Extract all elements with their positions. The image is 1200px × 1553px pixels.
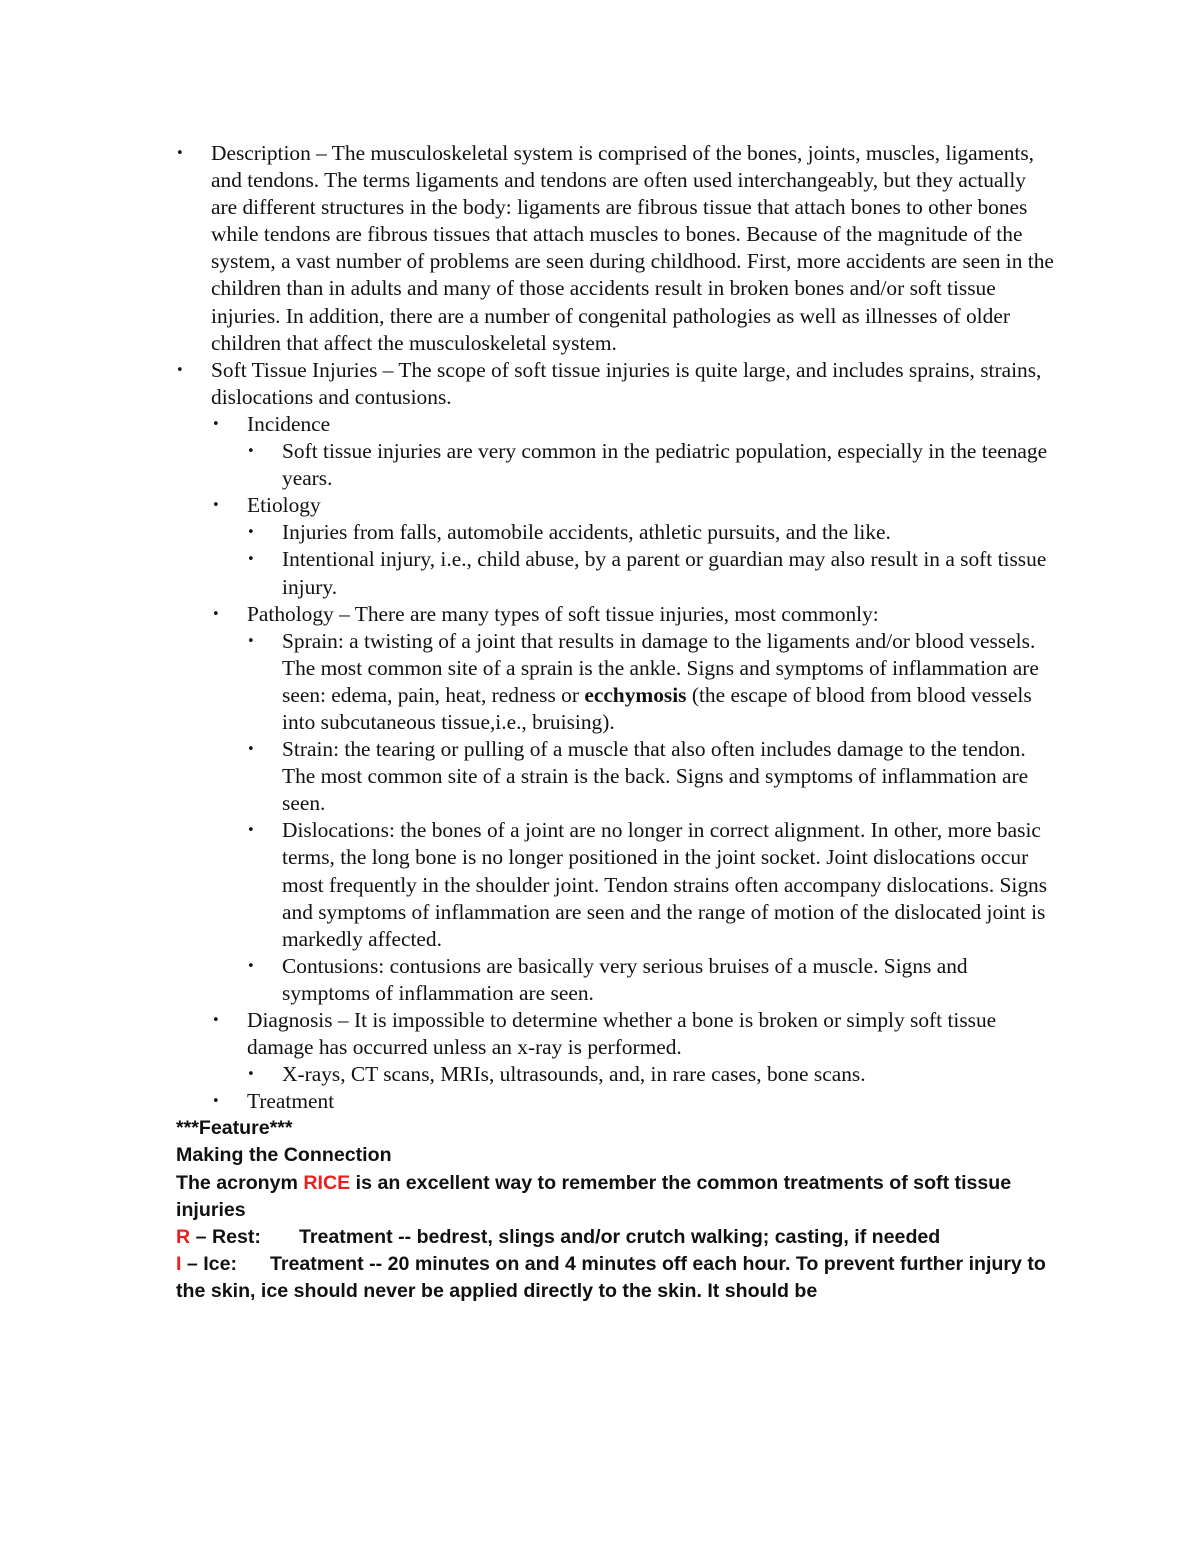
rice-intro-text-cont: is an excellent way to remember the common treatments of soft tissue injuries xyxy=(176,1171,1012,1221)
treatment-heading xyxy=(176,1088,1056,1115)
rest-letter: R xyxy=(176,1225,191,1248)
treatment-label: Treatment xyxy=(247,1089,335,1114)
bullet-icon: • xyxy=(212,498,220,514)
bullet-icon: • xyxy=(212,1094,220,1110)
diagnosis-heading xyxy=(176,1007,1056,1061)
contusions-text: Contusions: contusions are basically very serious bruises of a muscle. Signs and symptoms of inflammation are seen. xyxy=(282,953,968,1005)
rest-term xyxy=(176,1224,299,1251)
bullet-icon: • xyxy=(247,525,255,541)
ecchymosis-term: ecchymosis xyxy=(584,682,687,707)
contusions-item xyxy=(176,953,1056,1007)
ice-letter: I xyxy=(176,1252,182,1275)
document-page xyxy=(176,140,1056,1305)
ice-row xyxy=(176,1251,1056,1305)
strain-item xyxy=(176,736,1056,817)
bullet-icon: • xyxy=(247,552,255,568)
dislocations-item xyxy=(176,817,1056,952)
etiology-heading xyxy=(176,492,1056,519)
feature-box xyxy=(176,1115,1056,1305)
sprain-text-cont: (the escape of blood from blood vessels into subcutaneous tissue,i.e., bruising). xyxy=(282,682,1032,734)
diagnosis-item xyxy=(176,1061,1056,1088)
incidence-item xyxy=(176,438,1056,492)
rice-acronym: RICE xyxy=(303,1171,351,1194)
soft-tissue-intro: Soft Tissue Injuries – The scope of soft tissue injuries is quite large, and includes sprains, strains, dislocations and contusions. xyxy=(211,357,1042,409)
pathology-label: Pathology – There are many types of soft tissue injuries, most commonly: xyxy=(247,601,879,626)
bullet-icon: • xyxy=(176,146,184,161)
incidence-label: Incidence xyxy=(247,411,331,436)
etiology-item xyxy=(176,519,1056,546)
bullet-icon: • xyxy=(212,1013,220,1028)
bullet-icon: • xyxy=(212,416,220,432)
incidence-heading xyxy=(176,411,1056,438)
diagnosis-text: X-rays, CT scans, MRIs, ultrasounds, and, in rare cases, bone scans. xyxy=(282,1062,866,1087)
etiology-label: Etiology xyxy=(247,493,321,518)
bullet-icon: • xyxy=(247,444,255,460)
ice-text: Treatment -- 20 minutes on and 4 minutes off each hour. To prevent further injury to the skin, ice should never be applied directly to the skin. It should be xyxy=(176,1252,1046,1302)
diagnosis-label: Diagnosis – It is impossible to determine whether a bone is broken or simply soft tissue damage has occurred unless an x-ray is performed. xyxy=(247,1008,997,1060)
description-item xyxy=(176,140,1056,357)
bullet-icon: • xyxy=(247,633,255,649)
rest-row xyxy=(176,1224,1056,1251)
ice-term xyxy=(176,1251,270,1278)
bullet-icon: • xyxy=(247,1067,255,1083)
etiology-text: Injuries from falls, automobile accidents, athletic pursuits, and the like. xyxy=(282,520,891,545)
feature-marker: ***Feature*** xyxy=(176,1117,293,1140)
bullet-icon: • xyxy=(212,606,220,622)
rice-intro xyxy=(176,1170,1056,1224)
rest-text: Treatment -- bedrest, slings and/or crutch walking; casting, if needed xyxy=(299,1225,941,1248)
bullet-icon: • xyxy=(176,362,184,378)
sprain-item xyxy=(176,628,1056,736)
rice-intro-text: The acronym xyxy=(176,1171,304,1194)
sprain-text: Sprain: a twisting of a joint that results in damage to the ligaments and/or blood vessels. The most common site of a sprain is the ankle. Signs and symptoms of inflammation are seen: edema, pain, heat, redness or xyxy=(282,628,1039,707)
rest-label: – Rest: xyxy=(190,1225,261,1248)
strain-text: Strain: the tearing or pulling of a muscle that also often includes damage to the tendon. The most common site of a strain is the back. Signs and symptoms of inflammation are seen. xyxy=(282,737,1029,816)
pathology-heading xyxy=(176,601,1056,628)
dislocations-text: Dislocations: the bones of a joint are no longer in correct alignment. In other, more basic terms, the long bone is no longer positioned in the joint socket. Joint dislocations occur most frequently in the shoulder joint. Tendon strains often accompany dislocations. Signs and symptoms of inflammation are seen and the range of motion of the dislocated joint is markedly affected. xyxy=(282,818,1048,951)
feature-heading: Making the Connection xyxy=(176,1144,392,1167)
bullet-icon: • xyxy=(247,742,255,758)
incidence-text: Soft tissue injuries are very common in the pediatric population, especially in the teenage years. xyxy=(282,439,1048,491)
soft-tissue-item xyxy=(176,357,1056,411)
etiology-text: Intentional injury, i.e., child abuse, by a parent or guardian may also result in a soft tissue injury. xyxy=(282,547,1047,599)
etiology-item xyxy=(176,546,1056,600)
description-text: Description – The musculoskeletal system is comprised of the bones, joints, muscles, ligaments, and tendons. The terms ligaments and tendons are often used interchangeably, but they actually are different structures in the body: ligaments are fibrous tissue that attach bones to other bones while tendons are fibrous tissues that attach muscles to bones. Because of the magnitude of the system, a vast number of problems are seen during childhood. First, more accidents are seen in the children than in adults and many of those accidents result in broken bones and/or soft tissue injuries. In addition, there are a number of congenital pathologies as well as illnesses of older children that affect the musculoskeletal system. xyxy=(211,141,1054,355)
bullet-icon: • xyxy=(247,823,255,839)
ice-label: – Ice: xyxy=(181,1252,238,1275)
bullet-icon: • xyxy=(247,958,255,974)
